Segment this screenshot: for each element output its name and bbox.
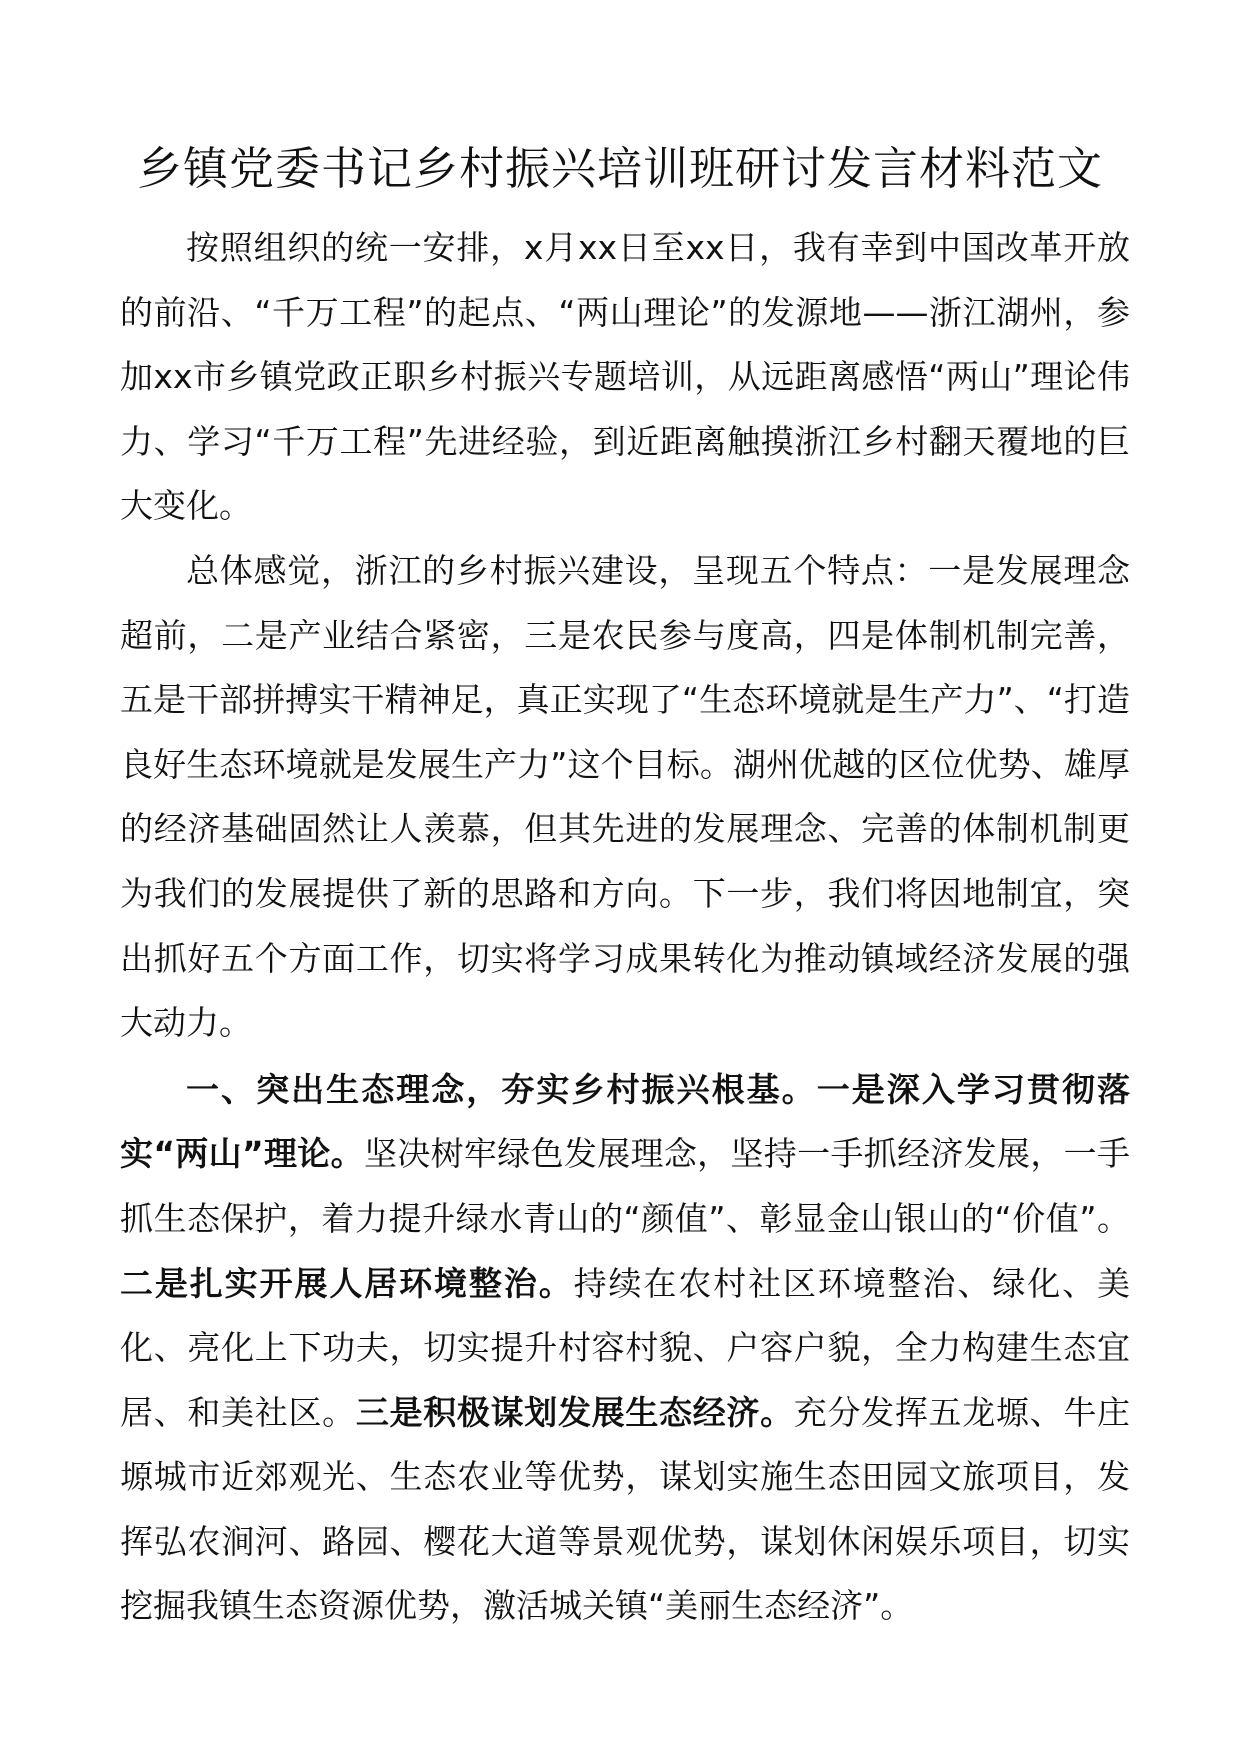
point-two-text: 持续在农村社区环境整治、绿化、美化、亮化上下功夫，切实提升村容村貌、户容户貌，全力构建生态宜居、和美社区。 — [120, 1263, 1131, 1432]
paragraph-section-one — [120, 1058, 1130, 1639]
point-one-text: 坚决树牢绿色发展理念，坚持一手抓经济发展，一手抓生态保护，着力提升绿水青山的“颜值”、彰显金山银山的“价值”。 — [120, 1134, 1130, 1238]
section-heading: 一、突出生态理念，夯实乡村振兴根基。 — [186, 1069, 817, 1109]
paragraph-overview: 总体感觉，浙江的乡村振兴建设，呈现五个特点：一是发展理念超前，二是产业结合紧密，三是农民参与度高，四是体制机制完善，五是干部拼搏实干精神足，真正实现了“生态环境就是生产力”、“打造良好生态环境就是发展生产力”这个目标。湖州优越的区位优势、雄厚的经济基础固然让人羡慕，但其先进的发展理念、完善的体制机制更为我们的发展提供了新的思路和方向。下一步，我们将因地制宜，突出抓好五个方面工作，切实将学习成果转化为推动镇域经济发展的强大动力。 — [120, 550, 1130, 1043]
page-title: 乡镇党委书记乡村振兴培训班研讨发言材料范文 — [136, 142, 1103, 195]
document-body — [120, 216, 1130, 1639]
point-three-heading: 三是积极谋划发展生态经济。 — [355, 1392, 794, 1432]
point-one-heading: 一是深入学习贯彻落实“两山”理论。 — [120, 1069, 1131, 1174]
point-two-heading: 二是扎实开展人居环境整治。 — [120, 1263, 574, 1303]
point-three-text: 充分发挥五龙塬、牛庄塬城市近郊观光、生态农业等优势，谋划实施生态田园文旅项目，发挥弘农涧河、路园、樱花大道等景观优势，谋划休闲娱乐项目，切实挖掘我镇生态资源优势，激活城关镇“美丽生态经济”。 — [120, 1392, 1131, 1626]
paragraph-intro: 按照组织的统一安排，x月xx日至xx日，我有幸到中国改革开放的前沿、“千万工程”的起点、“两山理论”的发源地——浙江湖州，参加xx市乡镇党政正职乡村振兴专题培训，从远距离感悟“两山”理论伟力、学习“千万工程”先进经验，到近距离触摸浙江乡村翻天覆地的巨大变化。 — [120, 228, 1130, 526]
